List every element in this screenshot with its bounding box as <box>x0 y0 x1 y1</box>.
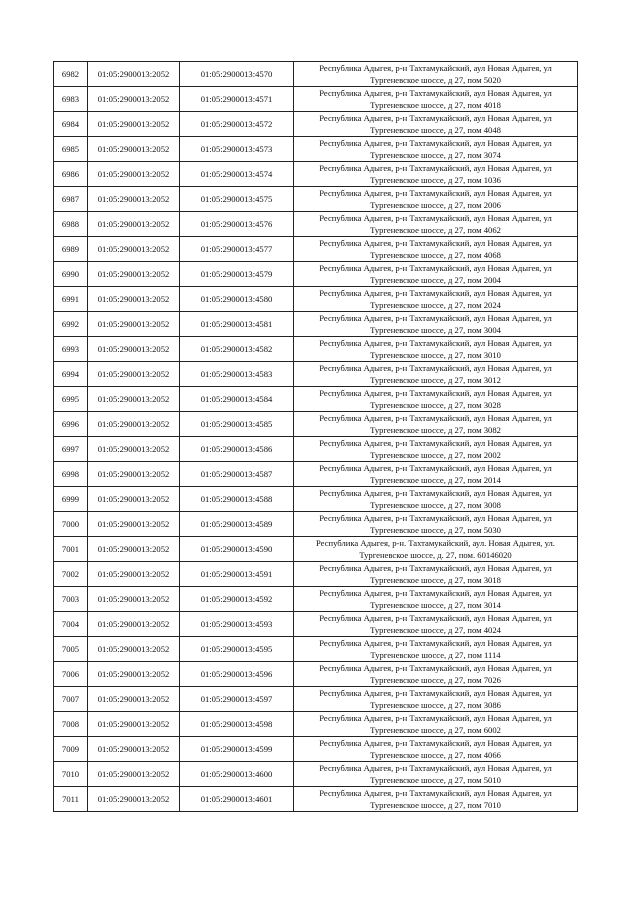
table-row <box>54 87 578 112</box>
address-line-2: Тургеневское шоссе, д 27, пом 3004 <box>370 325 501 335</box>
parent-cadastral-number-cell: 01:05:2900013:2052 <box>88 762 180 787</box>
address-line-2: Тургеневское шоссе, д 27, пом 4048 <box>370 125 501 135</box>
cadastral-number-cell: 01:05:2900013:4573 <box>180 137 294 162</box>
address-line-2: Тургеневское шоссе, д. 27, пом. 60146020 <box>359 550 512 560</box>
table-row <box>54 287 578 312</box>
row-number-cell: 7001 <box>54 537 88 562</box>
address-line-1: Республика Адыгея, р-н Тахтамукайский, аул Новая Адыгея, ул <box>319 613 552 623</box>
address-line-2: Тургеневское шоссе, д 27, пом 1036 <box>370 175 501 185</box>
cadastral-number-cell: 01:05:2900013:4574 <box>180 162 294 187</box>
cadastral-number-cell: 01:05:2900013:4600 <box>180 762 294 787</box>
parent-cadastral-number-cell: 01:05:2900013:2052 <box>88 362 180 387</box>
row-number-cell: 6982 <box>54 62 88 87</box>
cadastral-number-cell: 01:05:2900013:4572 <box>180 112 294 137</box>
row-number-cell: 7004 <box>54 612 88 637</box>
cadastral-number-cell: 01:05:2900013:4579 <box>180 262 294 287</box>
address-line-1: Республика Адыгея, р-н Тахтамукайский, аул Новая Адыгея, ул <box>319 238 552 248</box>
address-cell <box>294 712 578 737</box>
row-number-cell: 6995 <box>54 387 88 412</box>
address-line-1: Республика Адыгея, р-н Тахтамукайский, аул Новая Адыгея, ул <box>319 663 552 673</box>
address-line-1: Республика Адыгея, р-н Тахтамукайский, аул Новая Адыгея, ул <box>319 113 552 123</box>
cadastral-number-cell: 01:05:2900013:4584 <box>180 387 294 412</box>
address-line-1: Республика Адыгея, р-н Тахтамукайский, аул Новая Адыгея, ул <box>319 288 552 298</box>
address-line-1: Республика Адыгея, р-н Тахтамукайский, аул Новая Адыгея, ул <box>319 338 552 348</box>
address-line-1: Республика Адыгея, р-н Тахтамукайский, аул Новая Адыгея, ул <box>319 763 552 773</box>
address-cell <box>294 762 578 787</box>
table-row <box>54 512 578 537</box>
parent-cadastral-number-cell: 01:05:2900013:2052 <box>88 462 180 487</box>
address-cell <box>294 87 578 112</box>
cadastral-number-cell: 01:05:2900013:4583 <box>180 362 294 387</box>
address-line-2: Тургеневское шоссе, д 27, пом 2024 <box>370 300 501 310</box>
cadastral-number-cell: 01:05:2900013:4585 <box>180 412 294 437</box>
parent-cadastral-number-cell: 01:05:2900013:2052 <box>88 562 180 587</box>
address-line-1: Республика Адыгея, р-н Тахтамукайский, аул Новая Адыгея, ул <box>319 788 552 798</box>
table-row <box>54 387 578 412</box>
row-number-cell: 7003 <box>54 587 88 612</box>
row-number-cell: 6990 <box>54 262 88 287</box>
cadastral-number-cell: 01:05:2900013:4590 <box>180 537 294 562</box>
cadastral-number-cell: 01:05:2900013:4591 <box>180 562 294 587</box>
parent-cadastral-number-cell: 01:05:2900013:2052 <box>88 137 180 162</box>
address-cell <box>294 737 578 762</box>
table-row <box>54 137 578 162</box>
address-line-2: Тургеневское шоссе, д 27, пом 5030 <box>370 525 501 535</box>
row-number-cell: 6993 <box>54 337 88 362</box>
table-row <box>54 337 578 362</box>
table-row <box>54 437 578 462</box>
address-line-1: Республика Адыгея, р-н Тахтамукайский, аул Новая Адыгея, ул <box>319 188 552 198</box>
parent-cadastral-number-cell: 01:05:2900013:2052 <box>88 312 180 337</box>
parent-cadastral-number-cell: 01:05:2900013:2052 <box>88 387 180 412</box>
address-line-1: Республика Адыгея, р-н Тахтамукайский, аул Новая Адыгея, ул <box>319 563 552 573</box>
address-line-2: Тургеневское шоссе, д 27, пом 4024 <box>370 625 501 635</box>
cadastral-number-cell: 01:05:2900013:4588 <box>180 487 294 512</box>
parent-cadastral-number-cell: 01:05:2900013:2052 <box>88 737 180 762</box>
cadastral-number-cell: 01:05:2900013:4589 <box>180 512 294 537</box>
address-cell <box>294 437 578 462</box>
address-line-2: Тургеневское шоссе, д 27, пом 4066 <box>370 750 501 760</box>
parent-cadastral-number-cell: 01:05:2900013:2052 <box>88 412 180 437</box>
address-cell <box>294 487 578 512</box>
address-line-1: Республика Адыгея, р-н Тахтамукайский, аул Новая Адыгея, ул <box>319 213 552 223</box>
address-cell <box>294 387 578 412</box>
table-row <box>54 787 578 812</box>
row-number-cell: 7002 <box>54 562 88 587</box>
address-line-2: Тургеневское шоссе, д 27, пом 3010 <box>370 350 501 360</box>
cadastral-number-cell: 01:05:2900013:4601 <box>180 787 294 812</box>
address-cell <box>294 562 578 587</box>
table-row <box>54 637 578 662</box>
address-line-2: Тургеневское шоссе, д 27, пом 1114 <box>370 650 501 660</box>
address-cell <box>294 287 578 312</box>
parent-cadastral-number-cell: 01:05:2900013:2052 <box>88 187 180 212</box>
address-cell <box>294 62 578 87</box>
registry-table-body <box>54 62 578 812</box>
address-cell <box>294 137 578 162</box>
parent-cadastral-number-cell: 01:05:2900013:2052 <box>88 237 180 262</box>
row-number-cell: 6989 <box>54 237 88 262</box>
cadastral-number-cell: 01:05:2900013:4587 <box>180 462 294 487</box>
address-line-2: Тургеневское шоссе, д 27, пом 3074 <box>370 150 501 160</box>
row-number-cell: 7011 <box>54 787 88 812</box>
cadastral-number-cell: 01:05:2900013:4581 <box>180 312 294 337</box>
parent-cadastral-number-cell: 01:05:2900013:2052 <box>88 687 180 712</box>
address-cell <box>294 587 578 612</box>
address-line-1: Республика Адыгея, р-н Тахтамукайский, аул Новая Адыгея, ул <box>319 588 552 598</box>
address-line-1: Республика Адыгея, р-н Тахтамукайский, аул Новая Адыгея, ул <box>319 388 552 398</box>
address-line-2: Тургеневское шоссе, д 27, пом 3014 <box>370 600 501 610</box>
parent-cadastral-number-cell: 01:05:2900013:2052 <box>88 437 180 462</box>
table-row <box>54 562 578 587</box>
row-number-cell: 6992 <box>54 312 88 337</box>
table-row <box>54 737 578 762</box>
registry-table <box>53 61 578 812</box>
parent-cadastral-number-cell: 01:05:2900013:2052 <box>88 637 180 662</box>
address-line-2: Тургеневское шоссе, д 27, пом 3082 <box>370 425 501 435</box>
cadastral-number-cell: 01:05:2900013:4599 <box>180 737 294 762</box>
address-line-1: Республика Адыгея, р-н Тахтамукайский, аул Новая Адыгея, ул <box>319 138 552 148</box>
row-number-cell: 6991 <box>54 287 88 312</box>
parent-cadastral-number-cell: 01:05:2900013:2052 <box>88 787 180 812</box>
table-row <box>54 487 578 512</box>
cadastral-number-cell: 01:05:2900013:4598 <box>180 712 294 737</box>
address-line-1: Республика Адыгея, р-н Тахтамукайский, аул Новая Адыгея, ул <box>319 463 552 473</box>
cadastral-number-cell: 01:05:2900013:4570 <box>180 62 294 87</box>
address-cell <box>294 512 578 537</box>
parent-cadastral-number-cell: 01:05:2900013:2052 <box>88 112 180 137</box>
cadastral-number-cell: 01:05:2900013:4595 <box>180 637 294 662</box>
table-row <box>54 237 578 262</box>
address-line-1: Республика Адыгея, р-н Тахтамукайский, аул Новая Адыгея, ул <box>319 363 552 373</box>
table-row <box>54 262 578 287</box>
row-number-cell: 6986 <box>54 162 88 187</box>
cadastral-number-cell: 01:05:2900013:4580 <box>180 287 294 312</box>
address-line-2: Тургеневское шоссе, д 27, пом 5010 <box>370 775 501 785</box>
address-line-1: Республика Адыгея, р-н Тахтамукайский, аул Новая Адыгея, ул <box>319 63 552 73</box>
address-line-2: Тургеневское шоссе, д 27, пом 2006 <box>370 200 501 210</box>
address-cell <box>294 237 578 262</box>
table-row <box>54 762 578 787</box>
address-line-2: Тургеневское шоссе, д 27, пом 7010 <box>370 800 501 810</box>
row-number-cell: 7005 <box>54 637 88 662</box>
parent-cadastral-number-cell: 01:05:2900013:2052 <box>88 512 180 537</box>
table-row <box>54 362 578 387</box>
address-line-2: Тургеневское шоссе, д 27, пом 6002 <box>370 725 501 735</box>
cadastral-number-cell: 01:05:2900013:4597 <box>180 687 294 712</box>
row-number-cell: 6998 <box>54 462 88 487</box>
row-number-cell: 6996 <box>54 412 88 437</box>
row-number-cell: 6984 <box>54 112 88 137</box>
address-cell <box>294 112 578 137</box>
table-row <box>54 212 578 237</box>
parent-cadastral-number-cell: 01:05:2900013:2052 <box>88 162 180 187</box>
row-number-cell: 6994 <box>54 362 88 387</box>
address-cell <box>294 362 578 387</box>
parent-cadastral-number-cell: 01:05:2900013:2052 <box>88 62 180 87</box>
cadastral-number-cell: 01:05:2900013:4582 <box>180 337 294 362</box>
parent-cadastral-number-cell: 01:05:2900013:2052 <box>88 587 180 612</box>
address-line-1: Республика Адыгея, р-н Тахтамукайский, аул Новая Адыгея, ул <box>319 313 552 323</box>
row-number-cell: 6999 <box>54 487 88 512</box>
address-line-1: Республика Адыгея, р-н Тахтамукайский, аул Новая Адыгея, ул <box>319 438 552 448</box>
address-line-1: Республика Адыгея, р-н Тахтамукайский, аул Новая Адыгея, ул <box>319 413 552 423</box>
row-number-cell: 7007 <box>54 687 88 712</box>
table-row <box>54 62 578 87</box>
address-cell <box>294 687 578 712</box>
address-line-1: Республика Адыгея, р-н Тахтамукайский, аул Новая Адыгея, ул <box>319 163 552 173</box>
address-cell <box>294 412 578 437</box>
address-line-2: Тургеневское шоссе, д 27, пом 3086 <box>370 700 501 710</box>
table-row <box>54 187 578 212</box>
address-cell <box>294 337 578 362</box>
address-line-1: Республика Адыгея, р-н Тахтамукайский, аул Новая Адыгея, ул <box>319 263 552 273</box>
row-number-cell: 7010 <box>54 762 88 787</box>
address-cell <box>294 612 578 637</box>
parent-cadastral-number-cell: 01:05:2900013:2052 <box>88 487 180 512</box>
address-line-2: Тургеневское шоссе, д 27, пом 2002 <box>370 450 501 460</box>
address-line-2: Тургеневское шоссе, д 27, пом 3018 <box>370 575 501 585</box>
row-number-cell: 6987 <box>54 187 88 212</box>
address-line-2: Тургеневское шоссе, д 27, пом 3008 <box>370 500 501 510</box>
address-cell <box>294 462 578 487</box>
parent-cadastral-number-cell: 01:05:2900013:2052 <box>88 212 180 237</box>
cadastral-number-cell: 01:05:2900013:4586 <box>180 437 294 462</box>
address-line-2: Тургеневское шоссе, д 27, пом 3028 <box>370 400 501 410</box>
address-line-2: Тургеневское шоссе, д 27, пом 4068 <box>370 250 501 260</box>
address-line-2: Тургеневское шоссе, д 27, пом 3012 <box>370 375 501 385</box>
table-row <box>54 462 578 487</box>
address-cell <box>294 787 578 812</box>
table-row <box>54 612 578 637</box>
row-number-cell: 6985 <box>54 137 88 162</box>
address-line-2: Тургеневское шоссе, д 27, пом 4062 <box>370 225 501 235</box>
table-row <box>54 537 578 562</box>
address-line-1: Республика Адыгея, р-н Тахтамукайский, аул Новая Адыгея, ул <box>319 713 552 723</box>
address-cell <box>294 312 578 337</box>
cadastral-number-cell: 01:05:2900013:4571 <box>180 87 294 112</box>
cadastral-number-cell: 01:05:2900013:4576 <box>180 212 294 237</box>
cadastral-number-cell: 01:05:2900013:4575 <box>180 187 294 212</box>
cadastral-number-cell: 01:05:2900013:4593 <box>180 612 294 637</box>
address-line-1: Республика Адыгея, р-н Тахтамукайский, аул Новая Адыгея, ул <box>319 88 552 98</box>
cadastral-number-cell: 01:05:2900013:4592 <box>180 587 294 612</box>
address-line-2: Тургеневское шоссе, д 27, пом 2004 <box>370 275 501 285</box>
parent-cadastral-number-cell: 01:05:2900013:2052 <box>88 337 180 362</box>
address-cell <box>294 212 578 237</box>
address-cell <box>294 187 578 212</box>
address-line-1: Республика Адыгея, р-н Тахтамукайский, аул Новая Адыгея, ул <box>319 738 552 748</box>
address-line-1: Республика Адыгея, р-н Тахтамукайский, аул Новая Адыгея, ул <box>319 513 552 523</box>
cadastral-number-cell: 01:05:2900013:4577 <box>180 237 294 262</box>
row-number-cell: 6997 <box>54 437 88 462</box>
table-row <box>54 312 578 337</box>
cadastral-number-cell: 01:05:2900013:4596 <box>180 662 294 687</box>
table-row <box>54 162 578 187</box>
table-row <box>54 587 578 612</box>
row-number-cell: 7009 <box>54 737 88 762</box>
address-line-2: Тургеневское шоссе, д 27, пом 5020 <box>370 75 501 85</box>
table-row <box>54 112 578 137</box>
parent-cadastral-number-cell: 01:05:2900013:2052 <box>88 262 180 287</box>
parent-cadastral-number-cell: 01:05:2900013:2052 <box>88 612 180 637</box>
address-cell <box>294 262 578 287</box>
table-row <box>54 687 578 712</box>
address-line-2: Тургеневское шоссе, д 27, пом 2014 <box>370 475 501 485</box>
address-line-1: Республика Адыгея, р-н Тахтамукайский, аул Новая Адыгея, ул <box>319 638 552 648</box>
address-cell <box>294 662 578 687</box>
address-cell <box>294 162 578 187</box>
address-cell <box>294 637 578 662</box>
row-number-cell: 6983 <box>54 87 88 112</box>
address-line-1: Республика Адыгея, р-н Тахтамукайский, аул Новая Адыгея, ул <box>319 488 552 498</box>
row-number-cell: 7008 <box>54 712 88 737</box>
parent-cadastral-number-cell: 01:05:2900013:2052 <box>88 662 180 687</box>
address-line-2: Тургеневское шоссе, д 27, пом 4018 <box>370 100 501 110</box>
row-number-cell: 7000 <box>54 512 88 537</box>
row-number-cell: 7006 <box>54 662 88 687</box>
table-row <box>54 412 578 437</box>
table-row <box>54 712 578 737</box>
row-number-cell: 6988 <box>54 212 88 237</box>
parent-cadastral-number-cell: 01:05:2900013:2052 <box>88 712 180 737</box>
table-row <box>54 662 578 687</box>
address-line-1: Республика Адыгея, р-н Тахтамукайский, аул Новая Адыгея, ул <box>319 688 552 698</box>
parent-cadastral-number-cell: 01:05:2900013:2052 <box>88 87 180 112</box>
address-cell <box>294 537 578 562</box>
parent-cadastral-number-cell: 01:05:2900013:2052 <box>88 287 180 312</box>
address-line-2: Тургеневское шоссе, д 27, пом 7026 <box>370 675 501 685</box>
address-line-1: Республика Адыгея, р-н. Тахтамукайский, аул. Новая Адыгея, ул. <box>316 538 555 548</box>
parent-cadastral-number-cell: 01:05:2900013:2052 <box>88 537 180 562</box>
